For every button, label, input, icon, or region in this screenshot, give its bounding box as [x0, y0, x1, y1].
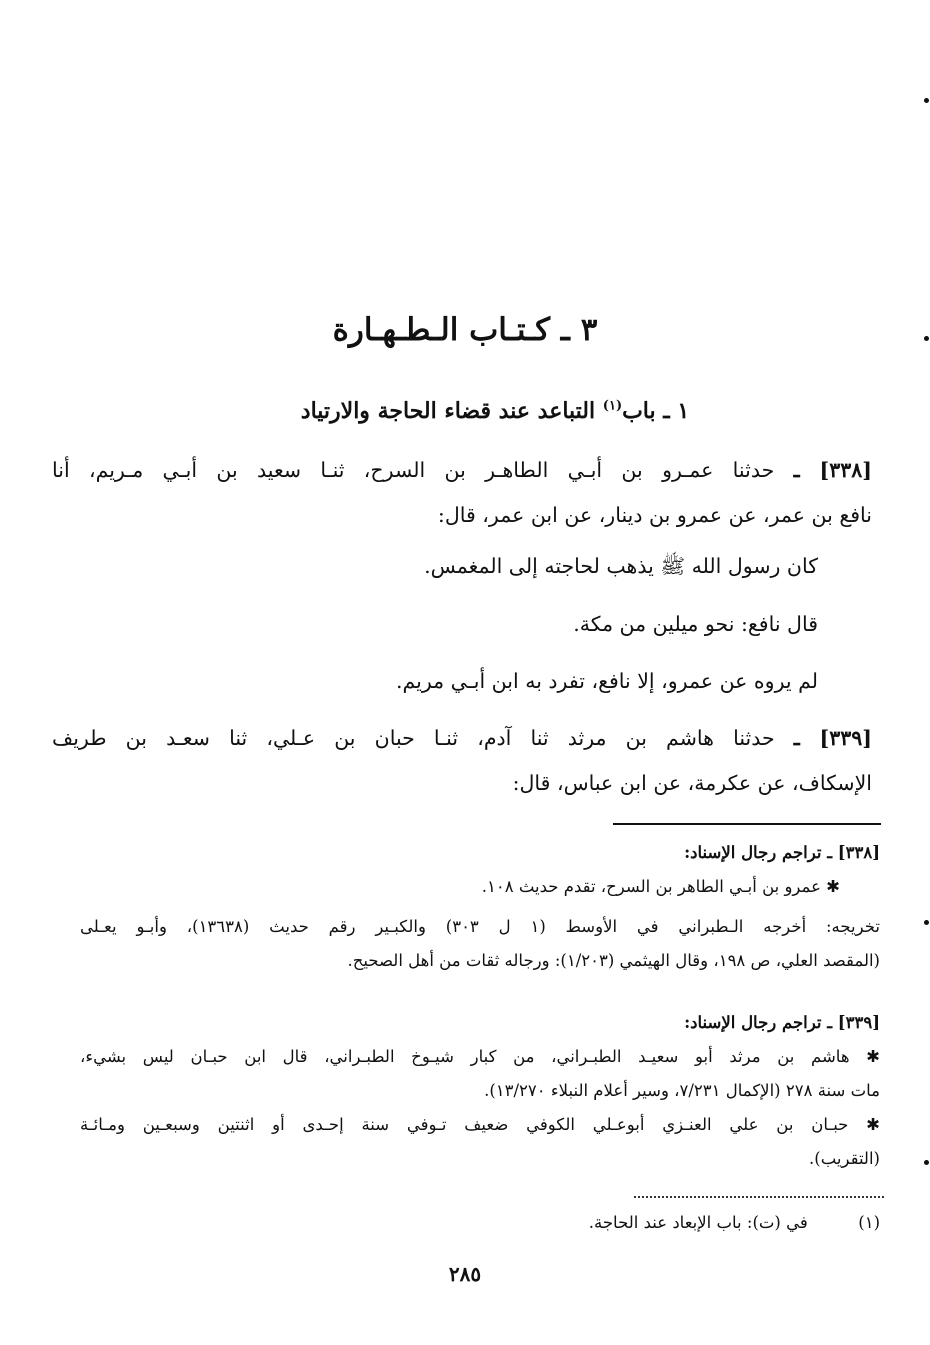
page-number: ٢٨٥ [448, 1262, 482, 1286]
chapter-title: ٣ ـ كـتـاب الـطـهـارة [332, 312, 598, 348]
hadith-338-comment: لم يروه عن عمرو، إلا نافع، تفرد به ابن أبـي مريم. [396, 669, 818, 693]
hadith-number: [٣٣٩] ـ [793, 726, 872, 750]
hadith-338-isnad-line1: [٣٣٨] ـ حدثنا عمـرو بن أبـي الطاهـر بن السرح، ثنـا سعيد بن أبـي مـريم، أنا [52, 458, 872, 482]
hadith-338-nafi-note: قال نافع: نحو ميلين من مكة. [573, 612, 818, 636]
notes-339-bullet2-line1: ✱ حبـان بن علي العنـزي أبوعـلي الكوفي ضعيف تـوفي سنة إحـدى أو اثنتين وسبعـين ومـائـة [80, 1115, 880, 1134]
hadith-338 [52, 448, 872, 538]
notes-338-takhrij-line2: (المقصد العلي، ص ١٩٨، وقال الهيثمي (١/٢٠٣): ورجاله ثقات من أهل الصحيح. [347, 951, 880, 970]
footnote-separator [634, 1196, 884, 1198]
section-prefix: ١ ـ باب [622, 398, 690, 424]
scan-speck [924, 98, 929, 103]
section-note-ref: (١) [602, 398, 623, 414]
notes-339-label: [٣٣٩] ـ تراجم رجال الإسناد: [684, 1013, 880, 1032]
hadith-number: [٣٣٨] ـ [793, 458, 872, 482]
hadith-339 [52, 716, 872, 806]
hadith-339-isnad-line2: الإسكاف، عن عكرمة، عن ابن عباس، قال: [512, 771, 872, 795]
footnote-marker: (١) [858, 1213, 880, 1232]
notes-338 [80, 836, 880, 978]
footnote [80, 1206, 880, 1240]
section-title: التباعد عند قضاء الحاجة والارتياد [300, 398, 596, 424]
footnote-text: في (ت): باب الإبعاد عند الحاجة. [588, 1213, 808, 1232]
hadith-338-matn: كان رسول الله ﷺ يذهب لحاجته إلى المغمس. [424, 554, 818, 578]
notes-338-takhrij-line1: تخريجه: أخرجه الـطبراني في الأوسط (١ ل ٣٠٣) والكبـير رقم حديث (١٣٦٣٨)، وأبـو يعـلى [80, 917, 880, 936]
section-heading [0, 398, 930, 424]
notes-338-label: [٣٣٨] ـ تراجم رجال الإسناد: [684, 843, 880, 862]
scan-speck [924, 1160, 929, 1165]
notes-339-bullet2-line2: (التقريب). [809, 1149, 880, 1168]
notes-338-bullet: ✱ عمرو بن أبـي الطاهر بن السرح، تقدم حديث ١٠٨. [481, 877, 840, 896]
notes-separator [613, 823, 881, 825]
notes-339-bullet1-line1: ✱ هاشم بن مرثد أبو سعيـد الطبـراني، من كبار شيـوخ الطبـراني، قال ابن حبـان ليس بشيء، [80, 1047, 880, 1066]
hadith-339-isnad-line1: [٣٣٩] ـ حدثنا هاشم بن مرثد ثنا آدم، ثنـا حبان بن عـلي، ثنا سعـد بن طريف [52, 726, 872, 750]
scan-speck [924, 920, 929, 925]
notes-339-bullet1-line2: مات سنة ٢٧٨ (الإكمال ٧/٢٣١، وسير أعلام النبلاء ١٣/٢٧٠). [484, 1081, 880, 1100]
notes-339 [80, 1006, 880, 1176]
hadith-338-isnad-line2: نافع بن عمر، عن عمرو بن دينار، عن ابن عمر، قال: [437, 503, 872, 527]
